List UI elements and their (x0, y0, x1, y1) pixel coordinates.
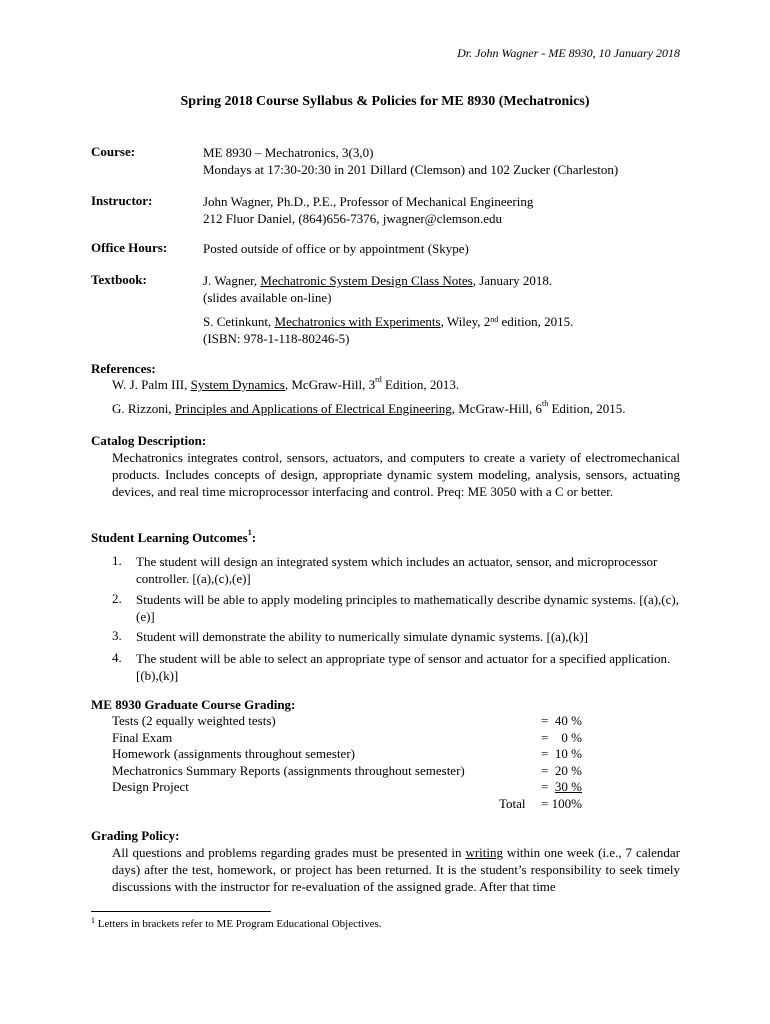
grading-item: Design Project (112, 779, 189, 795)
instructor-info (203, 193, 533, 227)
textbook-2-isbn: (ISBN: 978-1-118-80246-5) (203, 331, 350, 346)
outcome-4-text: The student will be able to select an appropriate type of sensor and actuator for a specified application. [(b),(k)] (136, 651, 671, 683)
grading-percentages (541, 713, 582, 813)
grading-item: Homework (assignments throughout semester) (112, 746, 355, 762)
course-line-2: Mondays at 17:30-20:30 in 201 Dillard (Clemson) and 102 Zucker (Charleston) (203, 162, 619, 177)
reference-2-sup: th (542, 399, 549, 408)
grading-item: Tests (2 equally weighted tests) (112, 713, 276, 728)
reference-1-rest: , McGraw-Hill, 3 (284, 377, 376, 392)
outcome-1-number: 1. (112, 553, 122, 568)
grading-total-value: = 100% (541, 795, 582, 811)
instructor-line-2: 212 Fluor Daniel, (864)656-7376, jwagner@clemson.edu (203, 211, 502, 226)
outcomes-heading (91, 530, 256, 546)
outcome-2-number: 2. (112, 591, 122, 606)
reference-2 (112, 401, 626, 417)
reference-2-end: Edition, 2015. (548, 401, 626, 416)
grading-total-label: Total (499, 796, 526, 811)
textbook-1-title: Mechatronic System Design Class Notes (260, 273, 473, 288)
grading-items (112, 713, 465, 796)
footnote-text: Letters in brackets refer to ME Program Educational Objectives. (95, 918, 382, 930)
grading-percent (541, 779, 582, 796)
catalog-text: Mechatronics integrates control, sensors, actuators, and computers to create a variety of electromechanical products. Includes concepts of design, appropriate dynamic system modeling, analysis, sensors, actuating devices, and real time microprocessor interfacing and control. Preq: ME 3050 with a C or better. (112, 450, 680, 499)
reference-1-end: Edition, 2013. (381, 377, 460, 392)
grading-percent: = 10 % (541, 746, 582, 762)
grading-percent-eq: = (541, 779, 555, 795)
instructor-line-1: John Wagner, Ph.D., P.E., Professor of Mechanical Engineering (203, 194, 534, 209)
textbook-1-rest: , January 2018. (472, 273, 553, 288)
outcomes-heading-colon: : (251, 530, 257, 545)
textbook-2-sup: nd (490, 315, 499, 324)
reference-1-sup: rd (375, 375, 382, 384)
outcome-2-text: Students will be able to apply modeling principles to mathematically describe dynamic systems. [(a),(c),(e)] (136, 592, 679, 624)
footnote-marker: 1 (91, 916, 95, 925)
textbook-2 (203, 313, 573, 347)
reference-2-rest: , McGraw-Hill, 6 (451, 401, 542, 416)
textbook-2-rest: , Wiley, 2 (440, 314, 491, 329)
grading-percent: = 40 % (541, 713, 582, 728)
running-header: Dr. John Wagner - ME 8930, 10 January 2018 (457, 46, 680, 60)
reference-1-author: W. J. Palm III, (112, 377, 191, 392)
policy-heading: Grading Policy: (91, 828, 180, 843)
footnote (91, 918, 382, 930)
outcome-3-text: Student will demonstrate the ability to numerically simulate dynamic systems. [(a),(k)] (136, 629, 589, 644)
footnote-separator (91, 911, 271, 912)
textbook-2-end: edition, 2015. (498, 314, 574, 329)
textbook-2-author: S. Cetinkunt, (203, 314, 275, 329)
reference-2-author: G. Rizzoni, (112, 401, 175, 416)
grading-percent: = 0 % (541, 729, 582, 745)
outcome-1-text: The student will design an integrated system which includes an actuator, sensor, and microprocessor controller. [(a),(c),(e)] (136, 554, 658, 586)
instructor-label: Instructor: (91, 193, 153, 208)
policy-text-1: All questions and problems regarding grades must be presented in (112, 845, 466, 860)
office-hours-value: Posted outside of office or by appointment (Skype) (203, 241, 469, 256)
course-label: Course: (91, 144, 136, 159)
page-title: Spring 2018 Course Syllabus & Policies for ME 8930 (Mechatronics) (180, 94, 590, 109)
policy-text (112, 844, 680, 895)
grading-percent: = 20 % (541, 762, 582, 778)
policy-text-underlined: writing (465, 845, 503, 860)
reference-1 (112, 377, 459, 393)
textbook-1-note: (slides available on-line) (203, 290, 332, 305)
outcomes-heading-text: Student Learning Outcomes (91, 530, 248, 545)
grading-item: Final Exam (112, 729, 173, 745)
reference-1-title: System Dynamics (190, 377, 285, 392)
grading-percent-value: 30 % (554, 779, 582, 795)
outcomes-heading-footnote: 1 (247, 528, 252, 537)
reference-2-title: Principles and Applications of Electrical Engineering (174, 401, 452, 416)
course-info (203, 144, 618, 178)
policy-text-2: within one week (i.e., 7 calendar days) after the test, homework, or project has been returned. It is the student’s responsibility to seek timely discussions with the instructor for re-evaluation of the assigned grade. After that time (112, 845, 681, 894)
textbook-2-title: Mechatronics with Experiments (274, 314, 441, 329)
references-heading: References: (91, 361, 156, 376)
textbook-1-author: J. Wagner, (203, 273, 261, 288)
catalog-heading: Catalog Description: (91, 433, 207, 448)
outcome-4-number: 4. (112, 650, 122, 665)
course-line-1: ME 8930 – Mechatronics, 3(3,0) (203, 145, 374, 160)
office-hours-label: Office Hours: (91, 240, 168, 255)
textbook-label: Textbook: (91, 272, 147, 287)
outcome-3-number: 3. (112, 628, 122, 643)
textbook-1 (203, 272, 552, 306)
grading-item: Mechatronics Summary Reports (assignments throughout semester) (112, 762, 465, 778)
grading-heading: ME 8930 Graduate Course Grading: (91, 697, 296, 712)
